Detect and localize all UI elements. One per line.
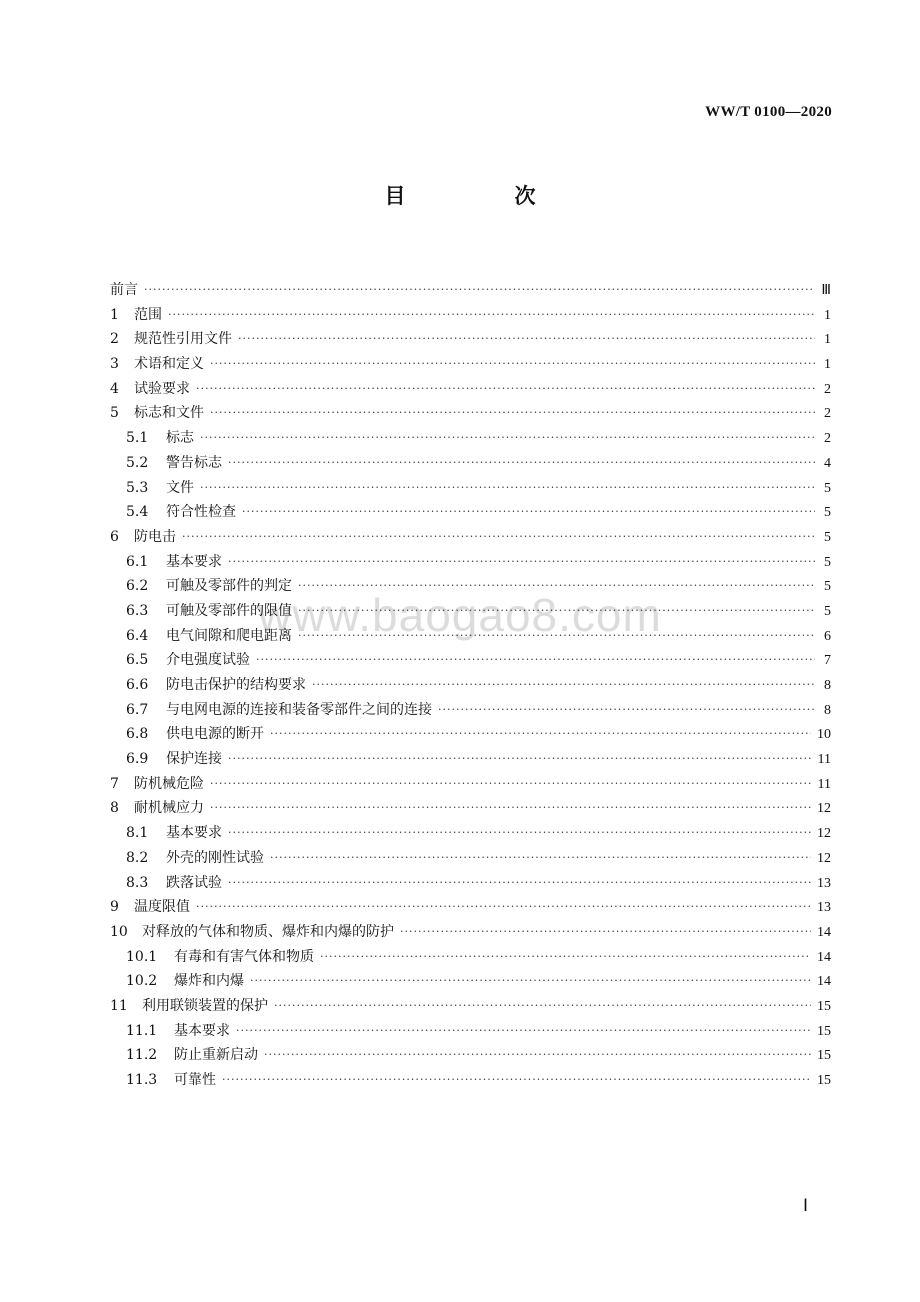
toc-entry-number: 10.2 bbox=[126, 973, 158, 990]
toc-entry-number: 6.9 bbox=[126, 751, 149, 768]
toc-entry-page: 2 bbox=[824, 406, 831, 422]
toc-entry-number: 6.2 bbox=[126, 578, 149, 595]
toc-entry-title: 前言 bbox=[110, 282, 138, 298]
toc-entry[interactable] bbox=[110, 327, 831, 352]
toc-entry-page: 11 bbox=[817, 776, 831, 792]
toc-entry-title: 试验要求 bbox=[134, 380, 190, 397]
toc-entry-title: 术语和定义 bbox=[134, 356, 204, 373]
toc-entry-number: 6.8 bbox=[126, 726, 149, 743]
toc-entry[interactable] bbox=[110, 401, 831, 426]
toc-entry-title: 可靠性 bbox=[174, 1072, 216, 1088]
toc-entry-page: 14 bbox=[817, 974, 831, 990]
toc-entry-page: 1 bbox=[824, 307, 831, 323]
toc-leader-dots bbox=[270, 846, 811, 871]
toc-entry-number: 5.1 bbox=[126, 430, 149, 447]
toc-entry[interactable] bbox=[110, 500, 831, 525]
toc-leader-dots bbox=[312, 673, 815, 698]
toc-leader-dots bbox=[242, 500, 815, 525]
toc-entry-page: Ⅲ bbox=[821, 283, 831, 298]
toc-entry[interactable] bbox=[110, 303, 831, 328]
toc-leader-dots bbox=[238, 327, 815, 352]
toc-entry-number: 8.1 bbox=[126, 825, 149, 842]
toc-leader-dots bbox=[228, 451, 815, 476]
toc-entry-title: 保护连接 bbox=[166, 751, 222, 768]
toc-leader-dots bbox=[400, 920, 811, 945]
toc-entry-title: 基本要求 bbox=[166, 825, 222, 842]
toc-entry-number: 2 bbox=[110, 331, 119, 348]
toc-entry-number: 8 bbox=[110, 800, 119, 817]
toc-entry-number: 3 bbox=[110, 356, 119, 373]
toc-leader-dots bbox=[210, 401, 815, 426]
toc-entry-title: 标志 bbox=[166, 430, 194, 447]
toc-leader-dots bbox=[438, 698, 815, 723]
toc-entry-number: 6.6 bbox=[126, 677, 149, 693]
toc-entry-page: 6 bbox=[824, 628, 831, 644]
table-of-contents bbox=[110, 278, 831, 1093]
toc-leader-dots bbox=[196, 377, 815, 402]
toc-entry[interactable] bbox=[110, 377, 831, 402]
toc-entry-title: 可触及零部件的判定 bbox=[166, 578, 292, 595]
toc-entry[interactable] bbox=[110, 1043, 831, 1068]
toc-entry-title: 耐机械应力 bbox=[134, 800, 204, 817]
toc-leader-dots bbox=[210, 796, 811, 821]
toc-entry-number: 7 bbox=[110, 775, 119, 792]
toc-entry-page: 12 bbox=[817, 850, 831, 866]
toc-entry-page: 2 bbox=[824, 381, 831, 397]
toc-entry-title: 防电击 bbox=[134, 528, 176, 545]
toc-entry-page: 13 bbox=[817, 875, 831, 891]
toc-leader-dots bbox=[200, 476, 815, 501]
toc-entry-page: 10 bbox=[817, 727, 831, 743]
toc-entry[interactable] bbox=[110, 920, 831, 945]
toc-entry-page: 15 bbox=[817, 1048, 831, 1064]
toc-entry-page: 15 bbox=[817, 1023, 831, 1039]
toc-entry-title: 防止重新启动 bbox=[174, 1047, 258, 1064]
toc-entry-page: 5 bbox=[824, 529, 831, 545]
page-title: 目 次 bbox=[384, 184, 580, 208]
toc-entry[interactable] bbox=[110, 599, 831, 624]
toc-entry-page: 7 bbox=[824, 653, 831, 669]
toc-entry[interactable] bbox=[110, 1019, 831, 1044]
toc-entry[interactable] bbox=[110, 747, 831, 772]
toc-leader-dots bbox=[200, 426, 815, 451]
watermark: www.baogao8.com bbox=[258, 589, 662, 641]
toc-entry-title: 外壳的刚性试验 bbox=[166, 849, 264, 866]
toc-leader-dots bbox=[298, 624, 815, 649]
toc-entry[interactable] bbox=[110, 574, 831, 599]
toc-entry[interactable] bbox=[110, 722, 831, 747]
toc-leader-dots bbox=[228, 747, 812, 772]
toc-entry-page: 12 bbox=[817, 801, 831, 817]
toc-entry[interactable] bbox=[110, 648, 831, 673]
toc-leader-dots bbox=[210, 772, 812, 797]
toc-entry[interactable] bbox=[110, 525, 831, 550]
toc-entry[interactable] bbox=[110, 673, 831, 698]
toc-leader-dots bbox=[298, 574, 815, 599]
toc-entry-page: 5 bbox=[824, 579, 831, 595]
toc-leader-dots bbox=[270, 722, 811, 747]
toc-entry-title: 与电网电源的连接和装备零部件之间的连接 bbox=[166, 701, 432, 718]
toc-entry[interactable] bbox=[110, 550, 831, 575]
toc-entry[interactable] bbox=[110, 969, 831, 994]
toc-entry-number: 11.1 bbox=[126, 1022, 158, 1039]
toc-leader-dots bbox=[196, 895, 811, 920]
toc-entry-number: 1 bbox=[110, 306, 119, 323]
toc-entry-number: 6.5 bbox=[126, 652, 149, 669]
toc-leader-dots bbox=[228, 550, 815, 575]
toc-entry-title: 可触及零部件的限值 bbox=[166, 602, 292, 619]
toc-leader-dots bbox=[274, 994, 811, 1019]
page-folio: Ⅰ bbox=[803, 1196, 809, 1215]
toc-entry-number: 6.4 bbox=[126, 627, 149, 644]
toc-entry-number: 11 bbox=[110, 997, 128, 1014]
toc-entry-number: 10 bbox=[110, 923, 128, 940]
toc-entry[interactable] bbox=[110, 698, 831, 723]
toc-entry-title: 防电击保护的结构要求 bbox=[166, 677, 306, 693]
toc-entry[interactable] bbox=[110, 846, 831, 871]
toc-leader-dots bbox=[168, 303, 815, 328]
toc-entry-page: 1 bbox=[824, 357, 831, 373]
toc-entry-title: 介电强度试验 bbox=[166, 652, 250, 669]
toc-entry-page: 4 bbox=[824, 455, 831, 471]
toc-entry-page: 5 bbox=[824, 554, 831, 570]
toc-entry-title: 利用联锁装置的保护 bbox=[142, 997, 268, 1014]
toc-entry-title: 文件 bbox=[166, 479, 194, 496]
toc-entry-page: 11 bbox=[817, 752, 831, 768]
toc-entry-page: 12 bbox=[817, 826, 831, 842]
toc-entry-page: 14 bbox=[817, 949, 831, 965]
toc-entry[interactable] bbox=[110, 994, 831, 1019]
toc-leader-dots bbox=[236, 1019, 811, 1044]
toc-entry[interactable] bbox=[110, 476, 831, 501]
toc-leader-dots bbox=[210, 352, 815, 377]
toc-entry-number: 11.2 bbox=[126, 1047, 158, 1064]
toc-entry-title: 基本要求 bbox=[166, 553, 222, 570]
toc-entry-page: 8 bbox=[824, 702, 831, 718]
toc-entry-title: 爆炸和内爆 bbox=[174, 973, 244, 990]
toc-entry-page: 5 bbox=[824, 603, 831, 619]
toc-entry-title: 温度限值 bbox=[134, 899, 190, 916]
toc-entry-number: 6 bbox=[110, 528, 119, 545]
toc-entry-title: 符合性检查 bbox=[166, 504, 236, 521]
toc-leader-dots bbox=[250, 969, 811, 994]
toc-leader-dots bbox=[228, 871, 811, 896]
toc-leader-dots bbox=[298, 599, 815, 624]
toc-entry-number: 4 bbox=[110, 380, 119, 397]
toc-leader-dots bbox=[256, 648, 815, 673]
toc-entry-page: 5 bbox=[824, 505, 831, 521]
toc-entry[interactable] bbox=[110, 624, 831, 649]
toc-entry-page: 13 bbox=[817, 900, 831, 916]
toc-leader-dots bbox=[222, 1068, 811, 1093]
standard-code: WW/T 0100—2020 bbox=[705, 104, 832, 120]
toc-entry-title: 警告标志 bbox=[166, 454, 222, 471]
toc-entry[interactable] bbox=[110, 895, 831, 920]
toc-entry[interactable] bbox=[110, 278, 831, 303]
toc-entry-number: 6.1 bbox=[126, 553, 149, 570]
toc-entry-title: 标志和文件 bbox=[134, 405, 204, 422]
toc-entry-number: 8.3 bbox=[126, 874, 149, 891]
toc-entry-page: 1 bbox=[824, 332, 831, 348]
toc-entry-page: 15 bbox=[817, 998, 831, 1014]
toc-entry-title: 有毒和有害气体和物质 bbox=[174, 948, 314, 965]
toc-entry-page: 2 bbox=[824, 431, 831, 447]
toc-entry-number: 6.7 bbox=[126, 701, 149, 718]
toc-entry[interactable] bbox=[110, 871, 831, 896]
toc-entry-number: 10.1 bbox=[126, 948, 158, 965]
toc-entry-number: 6.3 bbox=[126, 602, 149, 619]
toc-entry-number: 9 bbox=[110, 899, 119, 916]
toc-leader-dots bbox=[320, 945, 811, 970]
toc-entry[interactable] bbox=[110, 945, 831, 970]
toc-entry-number: 11.3 bbox=[126, 1072, 158, 1088]
toc-entry-title: 范围 bbox=[134, 306, 162, 323]
toc-entry[interactable] bbox=[110, 772, 831, 797]
toc-entry-title: 规范性引用文件 bbox=[134, 331, 232, 348]
toc-entry-number: 8.2 bbox=[126, 849, 149, 866]
toc-entry-title: 供电电源的断开 bbox=[166, 726, 264, 743]
toc-entry-number: 5.3 bbox=[126, 479, 149, 496]
toc-entry-number: 5.4 bbox=[126, 504, 149, 521]
toc-entry[interactable] bbox=[110, 426, 831, 451]
toc-entry-title: 基本要求 bbox=[174, 1022, 230, 1039]
toc-leader-dots bbox=[182, 525, 815, 550]
toc-entry-page: 14 bbox=[817, 924, 831, 940]
toc-leader-dots bbox=[264, 1043, 811, 1068]
toc-entry[interactable] bbox=[110, 352, 831, 377]
toc-entry-page: 5 bbox=[824, 480, 831, 496]
toc-entry-title: 电气间隙和爬电距离 bbox=[166, 627, 292, 644]
toc-entry-title: 跌落试验 bbox=[166, 874, 222, 891]
toc-leader-dots bbox=[144, 278, 815, 303]
toc-entry[interactable] bbox=[110, 1068, 831, 1093]
toc-entry-number: 5.2 bbox=[126, 454, 149, 471]
toc-entry-title: 对释放的气体和物质、爆炸和内爆的防护 bbox=[142, 923, 394, 940]
toc-entry[interactable] bbox=[110, 451, 831, 476]
toc-entry-page: 15 bbox=[817, 1073, 831, 1088]
toc-entry-page: 8 bbox=[824, 678, 831, 693]
toc-entry[interactable] bbox=[110, 821, 831, 846]
toc-entry[interactable] bbox=[110, 796, 831, 821]
toc-entry-title: 防机械危险 bbox=[134, 775, 204, 792]
toc-entry-number: 5 bbox=[110, 405, 119, 422]
toc-leader-dots bbox=[228, 821, 811, 846]
